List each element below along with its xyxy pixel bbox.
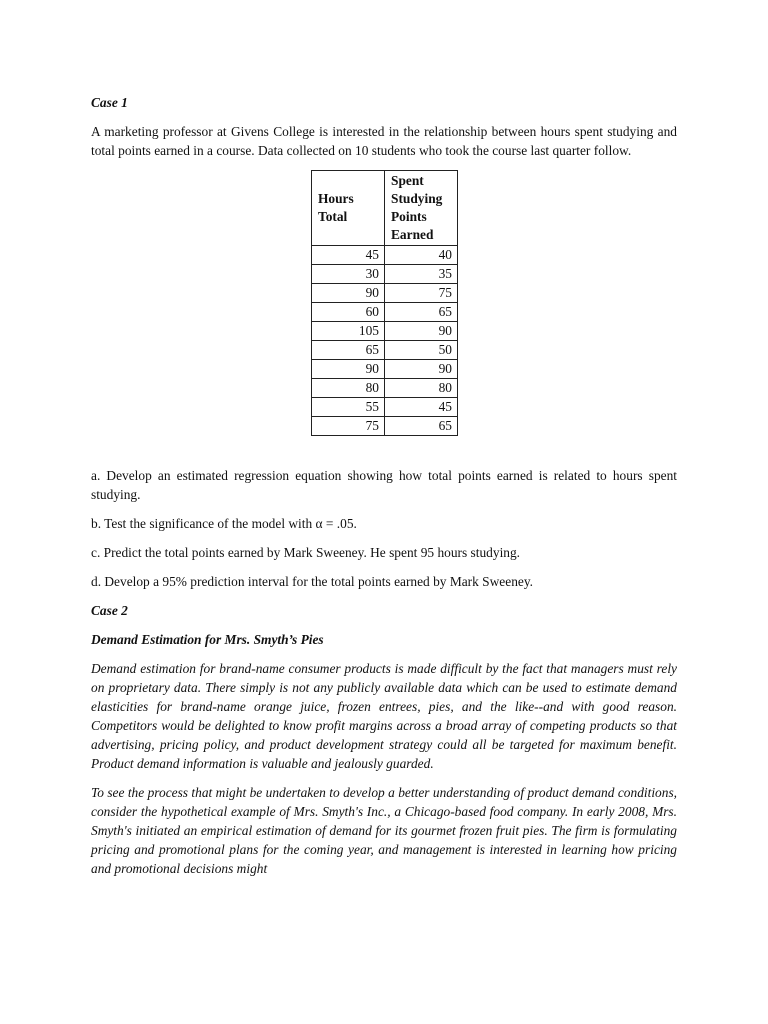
case2-subtitle: Demand Estimation for Mrs. Smyth’s Pies	[91, 632, 324, 647]
points-cell: 80	[385, 379, 458, 398]
hours-cell: 30	[312, 265, 385, 284]
hours-cell: 90	[312, 360, 385, 379]
table-row	[312, 341, 458, 360]
hours-cell: 60	[312, 303, 385, 322]
question-d: d. Develop a 95% prediction interval for the total points earned by Mark Sweeney.	[91, 574, 534, 589]
question-a: a. Develop an estimated regression equation showing how total points earned is related to hours spent studying.	[91, 468, 677, 502]
table-row	[312, 284, 458, 303]
hours-cell: 90	[312, 284, 385, 303]
case2-paragraph-2: To see the process that might be undertaken to develop a better understanding of product demand conditions, consider the hypothetical example of Mrs. Smyth's Inc., a Chicago-based food company. In early 2008, Mrs. Smyth's initiated an empirical estimation of demand for its gourmet frozen fruit pies. The firm is formulating pricing and promotional plans for the coming year, and management is interested in learning how pricing and promotional decisions might	[91, 785, 677, 876]
question-b: b. Test the significance of the model with α = .05.	[91, 516, 357, 531]
case1-intro: A marketing professor at Givens College is interested in the relationship between hours spent studying and total points earned in a course. Data collected on 10 students who took the course last quarter follow.	[91, 124, 677, 158]
table-row	[312, 303, 458, 322]
table-row	[312, 398, 458, 417]
table-row	[312, 417, 458, 436]
points-cell: 65	[385, 417, 458, 436]
case1-questions	[91, 466, 677, 591]
hours-cell: 80	[312, 379, 385, 398]
points-cell: 90	[385, 322, 458, 341]
table-row	[312, 360, 458, 379]
table-row	[312, 246, 458, 265]
points-cell: 45	[385, 398, 458, 417]
hours-cell: 55	[312, 398, 385, 417]
points-cell: 65	[385, 303, 458, 322]
points-cell: 90	[385, 360, 458, 379]
points-cell: 35	[385, 265, 458, 284]
hours-cell: 65	[312, 341, 385, 360]
case2-paragraph-1: Demand estimation for brand-name consumer products is made difficult by the fact that managers must rely on proprietary data. There simply is not any publicly available data which can be used to estimate demand elasticities for brand-name orange juice, frozen entrees, pies, and the like--and with good reason. Competitors would be delighted to know profit margins across a broad array of competing products so that advertising, pricing policy, and product development strategy could all be targeted for maximum benefit. Product demand information is valuable and jealously guarded.	[91, 661, 677, 771]
table-row	[312, 265, 458, 284]
points-cell: 75	[385, 284, 458, 303]
table-header-points: Spent Studying Points Earned	[385, 171, 458, 246]
table-header-hours: Hours Total	[312, 171, 385, 246]
question-c: c. Predict the total points earned by Mark Sweeney. He spent 95 hours studying.	[91, 545, 521, 560]
points-cell: 40	[385, 246, 458, 265]
hours-cell: 45	[312, 246, 385, 265]
table-row	[312, 322, 458, 341]
hours-cell: 105	[312, 322, 385, 341]
document-content	[91, 93, 677, 888]
points-cell: 50	[385, 341, 458, 360]
case1-title: Case 1	[91, 95, 128, 110]
table-header-row	[312, 171, 458, 246]
case2-title: Case 2	[91, 603, 128, 618]
table-row	[312, 379, 458, 398]
data-table	[311, 170, 458, 436]
hours-cell: 75	[312, 417, 385, 436]
